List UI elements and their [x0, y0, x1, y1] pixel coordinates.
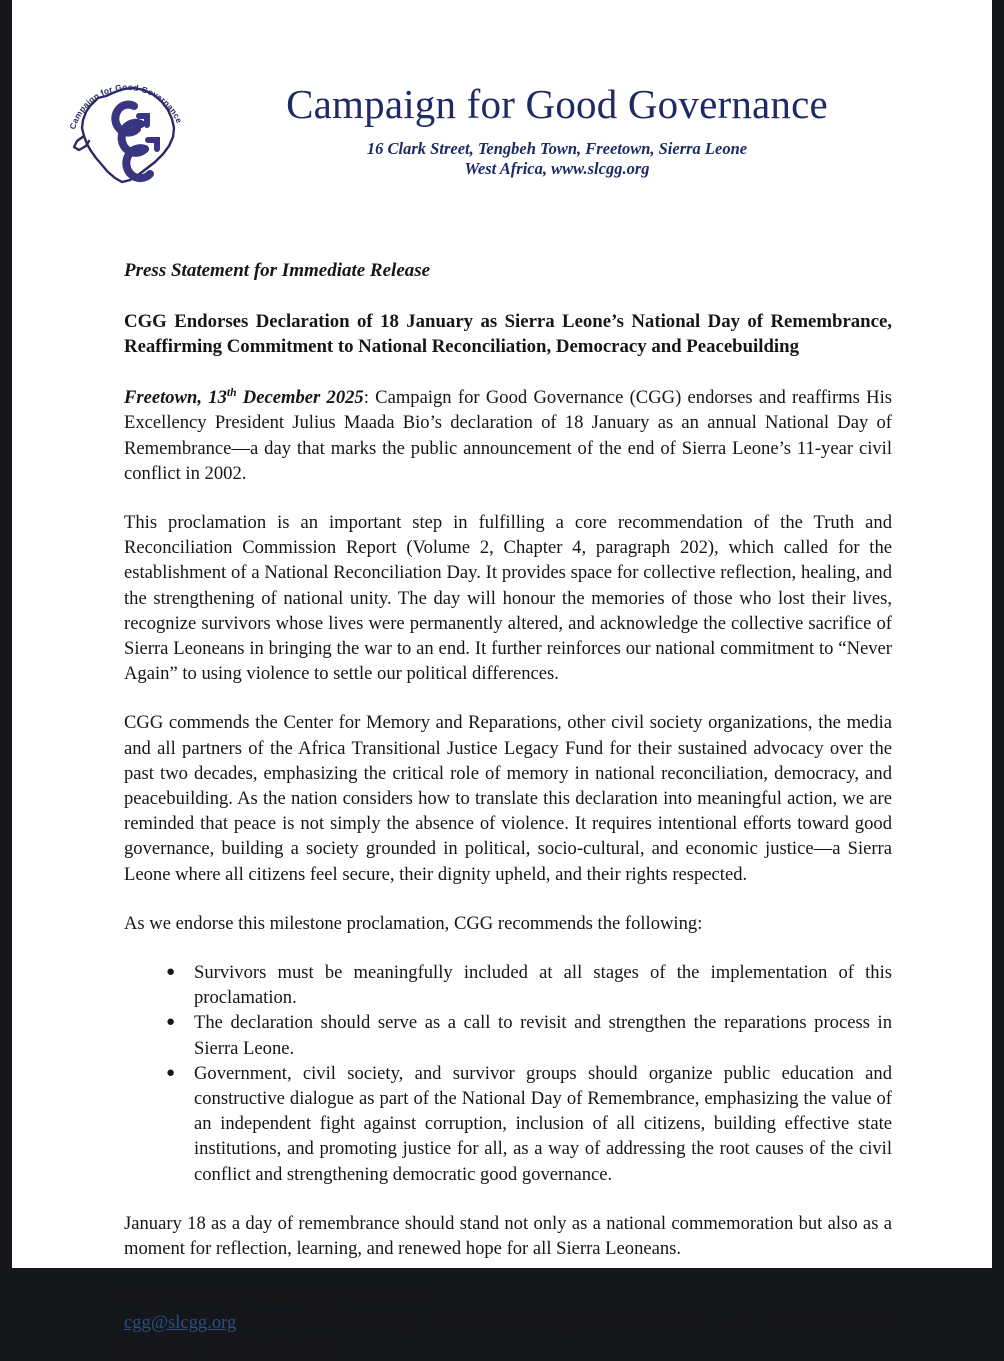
contact-details — [124, 1310, 892, 1360]
dateline-city-day: Freetown, 13 — [124, 387, 227, 409]
contact-email-link[interactable]: cgg@slcgg.org — [124, 1312, 237, 1334]
organisation-title: Campaign for Good Governance — [286, 81, 828, 127]
address-line-2: West Africa, www.slcgg.org — [464, 159, 650, 178]
bullet-icon: ● — [166, 964, 176, 981]
list-item-text: The declaration should serve as a call to revisit and strengthen the reparations process in Sierra Leone. — [194, 1012, 892, 1059]
organisation-block — [182, 80, 932, 179]
cgg-monogram — [115, 105, 157, 179]
scanned-page — [12, 0, 992, 1359]
dateline-ordinal-suffix: th — [226, 387, 237, 400]
list-item-text: Government, civil society, and survivor groups should organize public education and constructive dialogue as part of the National Day of Remembrance, emphasizing the value of an independent fight against corruption, inclusion of all citizens, building effective state institutions, and promoting justice for all, as a way of addressing the root causes of the civil conflict and strengthening democratic good governance. — [194, 1062, 892, 1185]
organisation-address — [182, 139, 932, 179]
document-body — [124, 258, 892, 1361]
list-item — [124, 960, 892, 1010]
list-item-text: Survivors must be meaningfully included at all stages of the implementation of this proclamation. — [194, 962, 892, 1009]
bullet-icon: ● — [166, 1064, 176, 1081]
paragraph-3: CGG commends the Center for Memory and Reparations, other civil society organizations, the media and all partners of the Africa Transitional Justice Legacy Fund for their sustained advocacy over the past two decades, emphasizing the critical role of memory in national reconciliation, democracy, and peacebuilding. As the nation considers how to translate this declaration into meaningful action, we are reminded that peace is not simply the absence of violence. It requires intentional efforts toward good governance, building a society grounded in political, socio-cultural, and economic justice—a Sierra Leone where all citizens feel secure, their dignity upheld, and their rights respected. — [124, 712, 892, 885]
address-line-1: 16 Clark Street, Tengbeh Town, Freetown, Sierra Leone — [366, 139, 748, 158]
contact-heading: For further information, please contact: — [124, 1287, 433, 1309]
recommendations-list — [124, 960, 892, 1187]
press-release-headline: CGG Endorses Declaration of 18 January as Sierra Leone’s National Day of Remembrance, Reaffirming Commitment to National Reconciliation, Democracy and Peacebuilding — [124, 311, 892, 358]
closing-paragraph: January 18 as a day of remembrance should stand not only as a national commemoration but also as a moment for reflection, learning, and renewed hope for all Sierra Leoneans. — [124, 1212, 892, 1260]
peninsula-notch — [74, 136, 89, 150]
list-item — [124, 1061, 892, 1187]
dateline-date-rest: December 2025 — [236, 387, 364, 409]
contact-details-text: ,Marcella Samba-Sesay: +232 76 984 590; Bernadette French: +232 76 622 977Sahr Kendema: +232 76 356 691 — [124, 1312, 892, 1359]
list-item — [124, 1010, 892, 1060]
bullet-icon: ● — [166, 1014, 176, 1031]
paragraph-2: This proclamation is an important step in fulfilling a core recommendation of the Truth and Reconciliation Commission Report (Volume 2, Chapter 4, paragraph 202), which called for the establishment of a National Reconciliation Day. It provides space for collective reflection, healing, and the strengthening of national unity. The day will honour the memories of those who lost their lives, recognize survivors whose lives were permanently altered, and acknowledge the collective sacrifice of Sierra Leoneans in bringing the war to an end. It further reinforces our national commitment to “Never Again” to using violence to settle our political differences. — [124, 512, 892, 685]
logo-arc-text: Campaign for Good Governance — [67, 81, 185, 131]
recommendations-intro: As we endorse this milestone proclamation, CGG recommends the following: — [124, 912, 703, 934]
dateline — [124, 387, 364, 408]
cgg-logo — [60, 62, 192, 194]
letterhead — [12, 0, 992, 190]
press-statement-kicker: Press Statement for Immediate Release — [124, 260, 431, 281]
paragraph-dateline — [124, 385, 892, 486]
paragraph-1-text: : Campaign for Good Governance (CGG) endorses and reaffirms His Excellency President Julius Maada Bio’s declaration of 18 January as an annual National Day of Remembrance—a day that marks the public announcement of the end of Sierra Leone’s 11-year civil conflict in 2002. — [124, 387, 892, 484]
